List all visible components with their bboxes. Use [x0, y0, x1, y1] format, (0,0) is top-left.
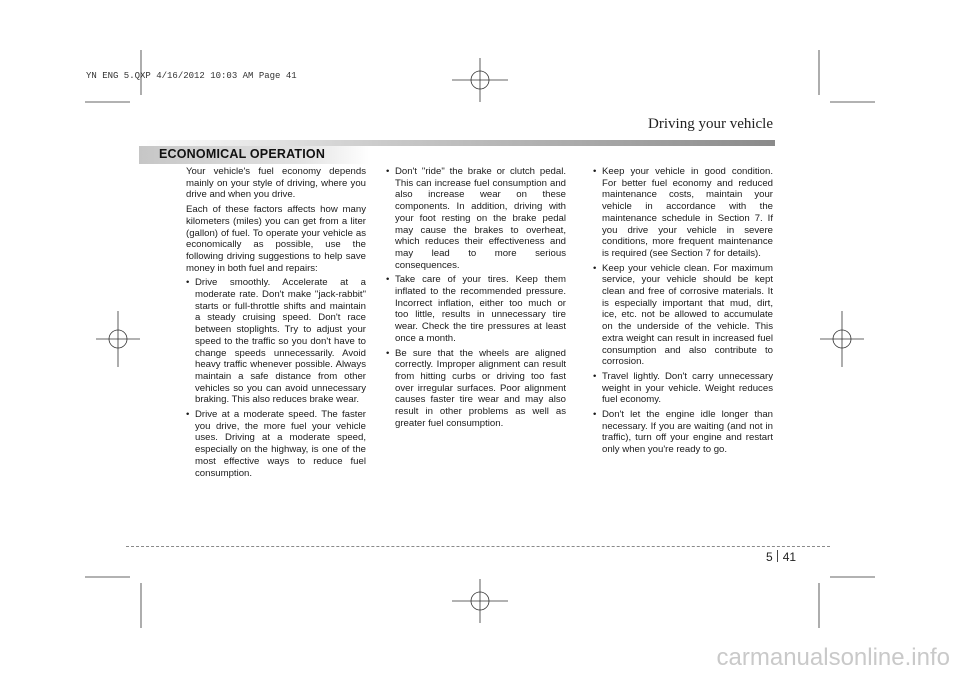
footer-dashed-rule	[126, 546, 830, 547]
tips-list	[386, 166, 566, 429]
tip-item: • Don't let the engine idle longer than necessary. If you are waiting (and not in traffic), turn off your engine and restart only when you're ready to go.	[593, 409, 773, 456]
watermark: carmanualsonline.info	[716, 644, 950, 671]
tips-list	[186, 277, 366, 479]
section-number: 5	[766, 550, 773, 564]
text-column-3	[593, 166, 773, 459]
tip-item: • Keep your vehicle in good condition. For better fuel economy and reduced maintenance costs, maintain your vehicle in accordance with the maintenance schedule in Section 7. If you drive your vehicle in severe conditions, more frequent maintenance is required (see Section 7 for details).	[593, 166, 773, 260]
page-header-title: Driving your vehicle	[648, 116, 773, 132]
tip-item: • Keep your vehicle clean. For maximum service, your vehicle should be kept clean and free of corrosive materials. It is especially important that mud, dirt, ice, etc. not be allowed to accumulate on the underside of the vehicle. This extra weight can result in increased fuel consumption and also contribute to corrosion.	[593, 263, 773, 368]
registration-mark-top	[452, 58, 508, 102]
page-number	[766, 550, 796, 564]
section-title: ECONOMICAL OPERATION	[159, 147, 326, 161]
registration-mark-right	[820, 311, 864, 367]
print-slug: YN ENG 5.QXP 4/16/2012 10:03 AM Page 41	[86, 71, 297, 81]
tip-item: • Drive smoothly. Accelerate at a moderate rate. Don't make "jack-rabbit" starts or full-throttle shifts and maintain a steady cruising speed. Don't race between stoplights. Try to adjust your speed to the traffic so you don't have to change speeds unnecessarily. Avoid heavy traffic whenever possible. Always maintain a safe distance from other vehicles so you can avoid unnecessary braking. This also reduces brake wear.	[186, 277, 366, 406]
tip-item: • Don't "ride" the brake or clutch pedal. This can increase fuel consumption and also increase wear on these components. In addition, driving with your foot resting on the brake pedal may cause the brakes to overheat, which reduces their effectiveness and may lead to more serious consequences.	[386, 166, 566, 271]
tips-list	[593, 166, 773, 456]
text-column-2	[386, 166, 566, 432]
registration-mark-left	[96, 311, 140, 367]
page-number-value: 41	[782, 550, 797, 564]
tip-item: • Be sure that the wheels are aligned correctly. Improper alignment can result from hitting curbs or driving too fast over irregular surfaces. Poor alignment causes faster tire wear and may also result in other problems as well as greater fuel consumption.	[386, 348, 566, 430]
tip-item: • Drive at a moderate speed. The faster you drive, the more fuel your vehicle uses. Driving at a moderate speed, especially on the highway, is one of the most effective ways to reduce fuel consumption.	[186, 409, 366, 479]
intro-paragraph: Your vehicle's fuel economy depends mainly on your style of driving, where you drive and when you drive.	[186, 166, 366, 201]
page-number-separator	[777, 550, 778, 562]
intro-paragraph: Each of these factors affects how many kilometers (miles) you can get from a liter (gallon) of fuel. To operate your vehicle as economically as possible, use the following driving suggestions to help save money in both fuel and repairs:	[186, 204, 366, 274]
registration-mark-bottom	[452, 579, 508, 623]
text-column-1	[186, 166, 366, 482]
tip-item: • Travel lightly. Don't carry unnecessary weight in your vehicle. Weight reduces fuel economy.	[593, 371, 773, 406]
tip-item: • Take care of your tires. Keep them inflated to the recommended pressure. Incorrect inflation, either too much or too little, results in unnecessary tire wear. Check the tire pressures at least once a month.	[386, 274, 566, 344]
